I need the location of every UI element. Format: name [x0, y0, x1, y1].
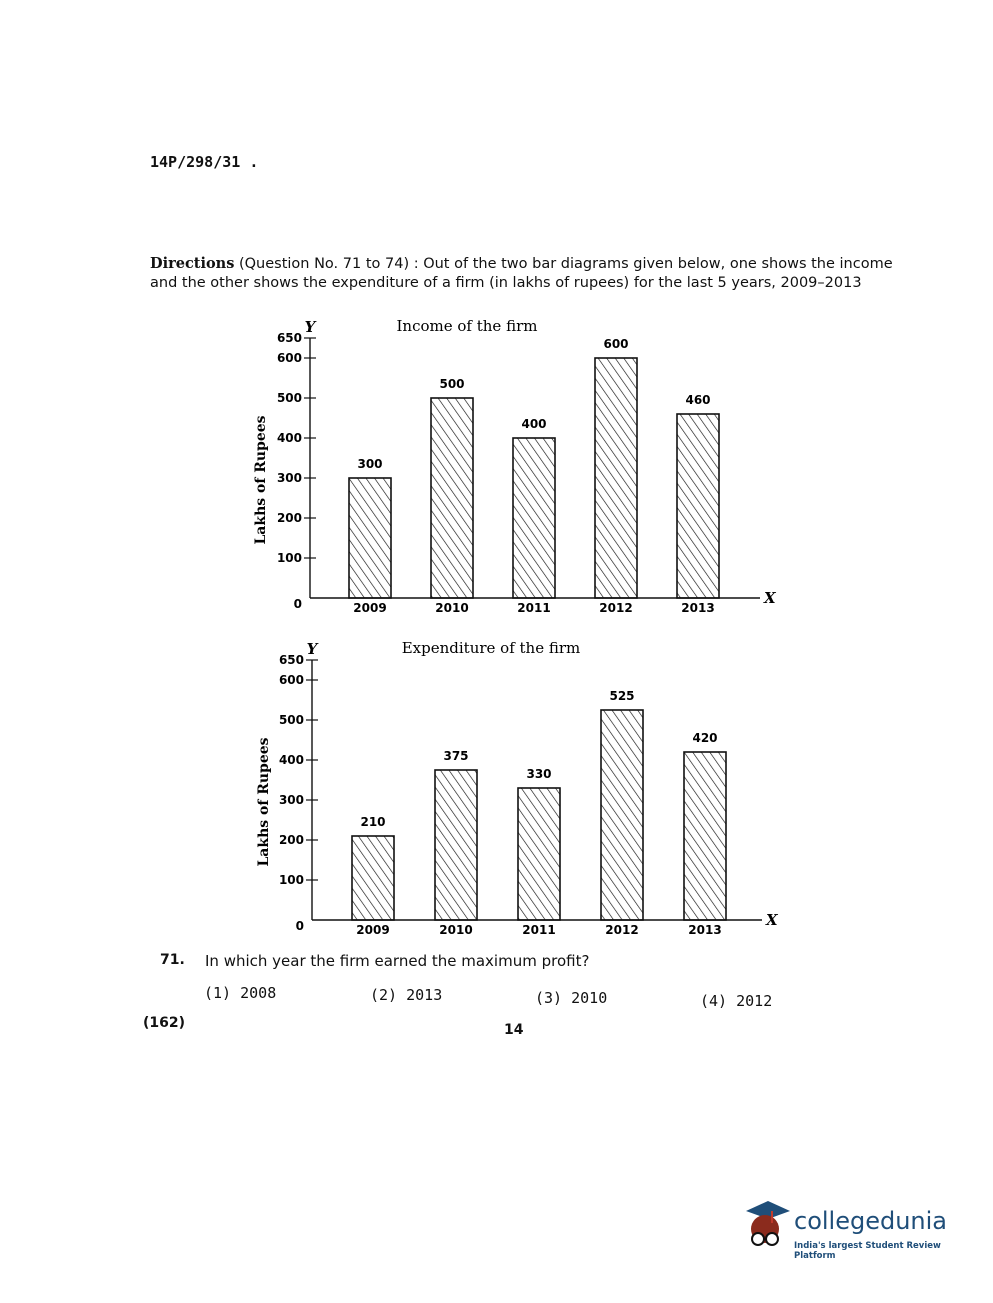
y-tick-label: 300	[278, 793, 304, 807]
page-number: 14	[504, 1022, 524, 1038]
expenditure-chart	[0, 630, 993, 950]
bar-value-label: 420	[692, 731, 718, 745]
footer-code: (162)	[143, 1015, 186, 1031]
y-tick-label: 400	[276, 431, 302, 445]
mascot-icon	[738, 1197, 794, 1259]
y-tick-label: 0	[295, 919, 304, 933]
y-axis-letter: Y	[306, 640, 318, 658]
x-axis-letter: X	[764, 589, 776, 607]
bar-value-label: 400	[521, 417, 547, 431]
x-tick-label: 2012	[599, 601, 633, 615]
collegedunia-watermark	[738, 1197, 968, 1259]
y-tick-label: 600	[278, 673, 304, 687]
y-tick-label: 600	[276, 351, 302, 365]
directions-text: (Question No. 71 to 74) : Out of the two bar diagrams given below, one shows the income and the other shows the expenditure of a firm (in lakhs of rupees) for the last 5 years, 2009–2013	[150, 256, 893, 291]
option-1[interactable]: (1) 2008	[204, 984, 277, 1002]
y-tick-label: 200	[276, 511, 302, 525]
y-tick-label: 100	[278, 873, 304, 887]
directions-label: Directions	[150, 255, 235, 272]
bar-value-label: 330	[526, 767, 552, 781]
option-3[interactable]: (3) 2010	[535, 989, 608, 1007]
y-tick-label: 500	[278, 713, 304, 727]
chart-title: Income of the firm	[396, 317, 538, 335]
y-tick-label: 100	[276, 551, 302, 565]
bar	[431, 398, 473, 598]
income-chart	[0, 310, 993, 640]
bar-value-label: 210	[360, 815, 386, 829]
bar	[684, 752, 726, 920]
bar-value-label: 375	[443, 749, 469, 763]
x-tick-label: 2009	[356, 923, 390, 937]
bar	[595, 358, 637, 598]
y-tick-label: 0	[293, 597, 302, 611]
y-axis-label: Lakhs of Rupees	[253, 415, 269, 545]
y-tick-label: 500	[276, 391, 302, 405]
bar	[349, 478, 391, 598]
x-tick-label: 2011	[522, 923, 556, 937]
option-2[interactable]: (2) 2013	[370, 986, 443, 1004]
y-tick-label: 650	[278, 653, 304, 667]
x-tick-label: 2013	[688, 923, 722, 937]
chart-title: Expenditure of the firm	[401, 639, 581, 657]
y-axis-label: Lakhs of Rupees	[256, 737, 272, 867]
x-tick-label: 2011	[517, 601, 551, 615]
question-number: 71.	[160, 952, 185, 968]
y-tick-label: 200	[278, 833, 304, 847]
bar-value-label: 300	[357, 457, 383, 471]
y-tick-label: 400	[278, 753, 304, 767]
y-tick-label: 650	[276, 331, 302, 345]
bar	[518, 788, 560, 920]
bar	[352, 836, 394, 920]
bar-value-label: 600	[603, 337, 629, 351]
bar	[677, 414, 719, 598]
bar-value-label: 460	[685, 393, 711, 407]
x-tick-label: 2013	[681, 601, 715, 615]
bar-value-label: 500	[439, 377, 465, 391]
x-tick-label: 2010	[439, 923, 473, 937]
bar	[513, 438, 555, 598]
x-tick-label: 2009	[353, 601, 387, 615]
bar	[601, 710, 643, 920]
bar	[435, 770, 477, 920]
option-4[interactable]: (4) 2012	[700, 992, 773, 1010]
x-tick-label: 2012	[605, 923, 639, 937]
directions-paragraph	[150, 254, 895, 293]
y-axis-letter: Y	[304, 318, 316, 336]
bar-value-label: 525	[609, 689, 635, 703]
x-tick-label: 2010	[435, 601, 469, 615]
y-tick-label: 300	[276, 471, 302, 485]
brand-tagline: India's largest Student Review Platform	[794, 1241, 941, 1261]
question-text: In which year the firm earned the maximum profit?	[205, 952, 590, 970]
x-axis-letter: X	[766, 911, 778, 929]
brand-name: collegedunia	[794, 1207, 948, 1235]
page-code: 14P/298/31 .	[150, 153, 259, 171]
